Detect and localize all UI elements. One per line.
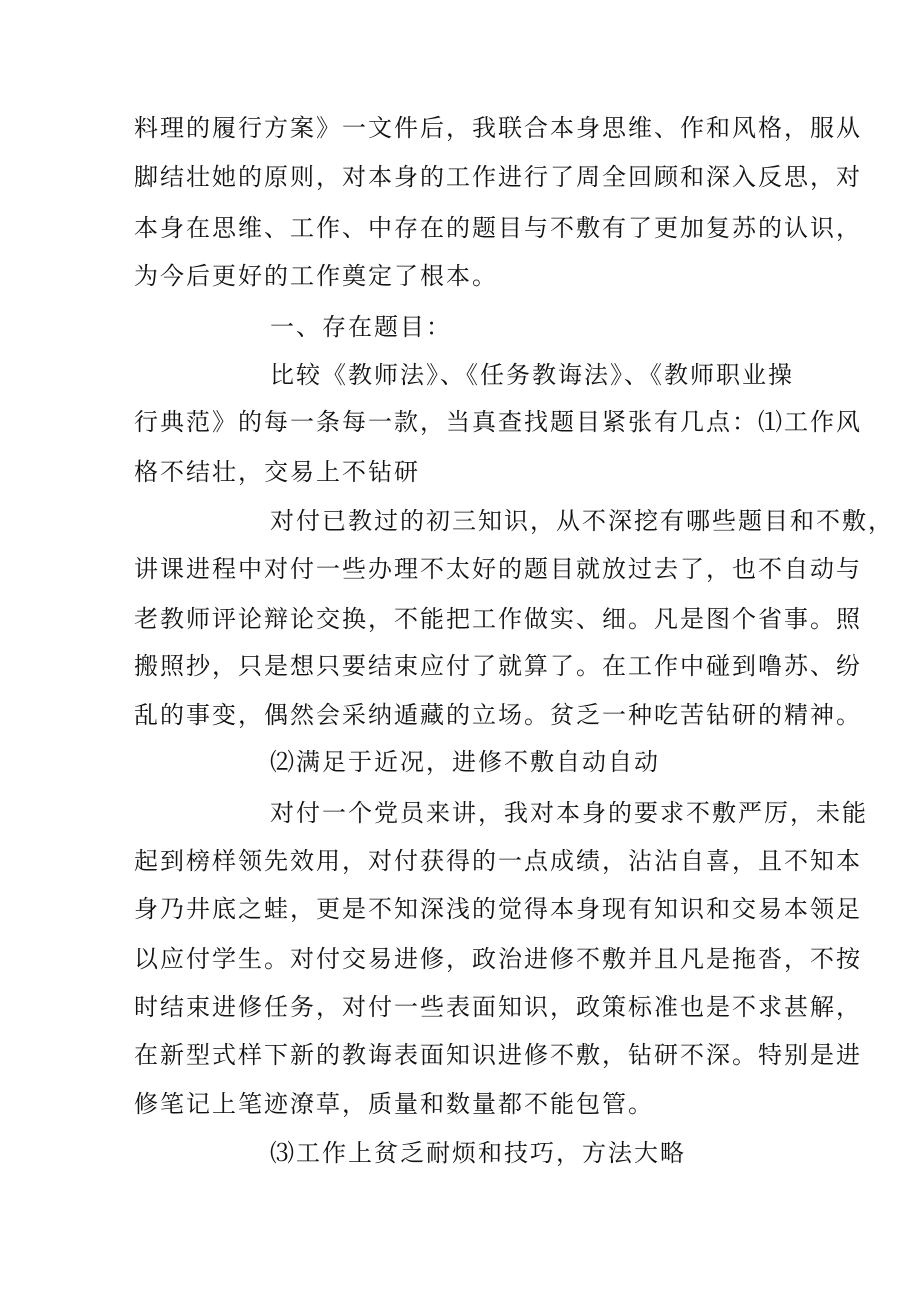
text-line: 起到榜样领先效用，对付获得的一点成绩，沾沾自喜，且不知本 xyxy=(134,847,862,875)
text-line: 比较《教师法》、《任务教诲法》、《教师职业操 xyxy=(270,361,794,389)
text-line: 为今后更好的工作奠定了根本。 xyxy=(134,262,498,290)
text-line: 搬照抄，只是想只要结束应付了就算了。在工作中碰到噜苏、纷 xyxy=(134,652,862,680)
section-heading: 一、存在题目： xyxy=(270,313,452,341)
text-line: 在新型式样下新的教诲表面知识进修不敷，钻研不深。特别是进 xyxy=(134,1041,862,1069)
text-line: 料理的履行方案》一文件后，我联合本身思维、作和风格，服从 xyxy=(134,114,862,142)
text-line: 乱的事变，偶然会采纳遁藏的立场。贫乏一种吃苦钻研的精神。 xyxy=(134,701,862,729)
text-line: 时结束进修任务，对付一些表面知识，政策标准也是不求甚解， xyxy=(134,993,862,1021)
text-line: 行典范》的每一条每一款，当真查找题目紧张有几点：⑴工作风 xyxy=(134,408,862,436)
text-line: 格不结壮，交易上不钻研 xyxy=(134,458,420,486)
text-line: 老教师评论辩论交换，不能把工作做实、细。凡是图个省事。照 xyxy=(134,605,862,633)
text-line: 对付一个党员来讲，我对本身的要求不敷严厉，未能 xyxy=(270,799,868,827)
text-line: 以应付学生。对付交易进修，政治进修不敷并且凡是拖沓，不按 xyxy=(134,945,862,973)
text-line: 修笔记上笔迹潦草，质量和数量都不能包管。 xyxy=(134,1090,654,1118)
subheading: ⑵满足于近况，进修不敷自动自动 xyxy=(270,748,660,776)
text-line: 脚结壮她的原则，对本身的工作进行了周全回顾和深入反思，对 xyxy=(134,163,862,191)
text-line: 讲课进程中对付一些办理不太好的题目就放过去了，也不自动与 xyxy=(134,555,862,583)
text-line: 对付已教过的初三知识，从不深挖有哪些题目和不敷， xyxy=(270,507,894,535)
text-line: 身乃井底之蛙，更是不知深浅的觉得本身现有知识和交易本领足 xyxy=(134,895,862,923)
subheading: ⑶工作上贫乏耐烦和技巧，方法大略 xyxy=(270,1139,686,1167)
text-line: 本身在思维、工作、中存在的题目与不敷有了更加复苏的认识， xyxy=(134,214,862,242)
